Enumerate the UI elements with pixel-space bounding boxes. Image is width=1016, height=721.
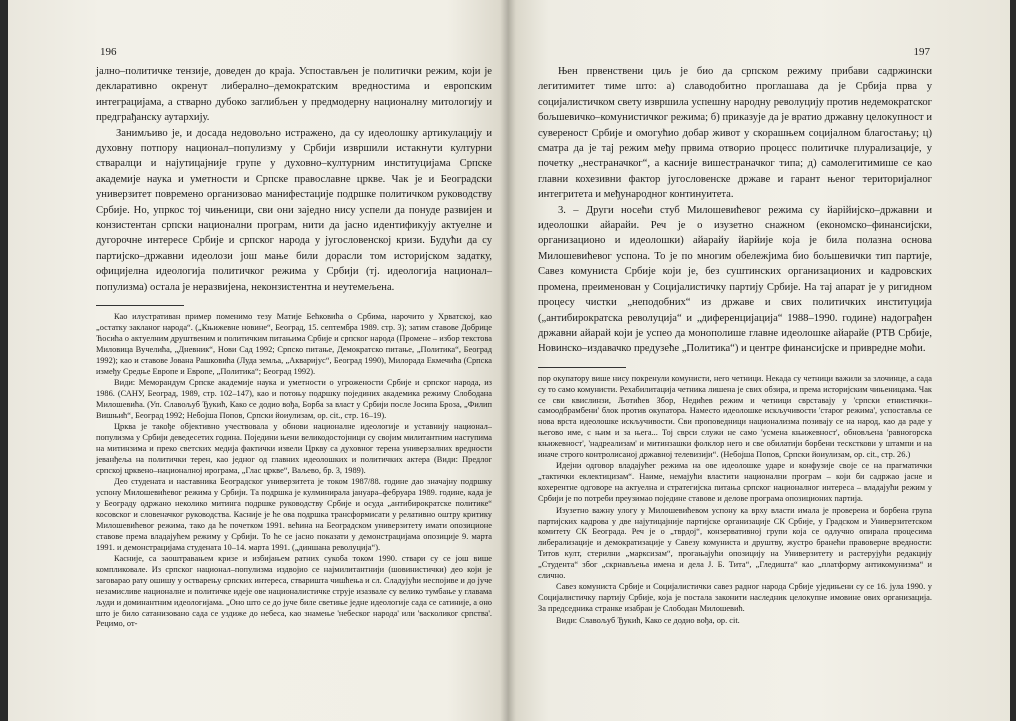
footnote-rule bbox=[96, 305, 184, 306]
footnote: Као илустративан пример поменимо тезу Матије Бећковића о Србима, нарочито у Хрватској, као „остатку заклaног народа“. („Књижевне новине“, Београд, 15. септембра 1989. стр. 3); затим ставове Добрице Ћосића о актуелним друштвеним и политичким питањима Србије и српског народа (Промене – избор текстова Миловица Вучелића, „Дневник“, Нови Сад 1992; Српско питање, Демократско питање, „Политика“, Београд 1992); као и ставове Јована Рашковића (Луда земља, „Акваријус“, Београд 1990), Милорада Екмечића (Српска између Средње Европе и Европе, „Политика“; Београд 1992). bbox=[96, 312, 492, 376]
footnote: Види: Меморандум Српске академије наука и уметности о угрожености Србије и српског народа, из 1986. (САНУ, Београд, 1989, стр. 102–147), као и потоњу подршку појединих академика режиму Слободана Милошевића. (Уп. Славољуб Ђукић, Како се додио вођа, Борба за власт у Србији после Јосипа Броза, „Филип Вишњић“, Београд 1992; Небојша Попов, Српски йоиулизам, op. cit., стр. 16–19). bbox=[96, 378, 492, 420]
footnote: Идејни одговор владајућег режима на ове идеолошке ударе и конфузије своје се на прагматички „тактички еклектицизам“. Наиме, немајући властити национални програм – који би садржао јасне и кохерентне одговоре на актуелна и стратегијска питања српског националног интереса – владајући режим у Србији је по потреби преузимао поједине ставове и делове програма опозиционих партија. bbox=[538, 461, 932, 504]
footnote: Савез комуниста Србије и Социјалистички савез радног народа Србије уједињени су се 16. јула 1990. у Социјалистичку партију Србије, која је постала законити наследник целокупне имовине ових организација. За председника странке изабран је Слободан Милошевић. bbox=[538, 582, 932, 614]
footnote: Види: Славољуб Ђукић, Како се додио вођа, op. cit. bbox=[556, 615, 740, 625]
right-edge bbox=[1010, 0, 1016, 721]
footnote: Изузетно важну улогу у Милошевићевом успону ка врху власти имала је провереиа и борбена група партијских кадрова у две најутицајније партијске организације СК Србије, у Градском и Универзитетском комитету СК Београда. Реч је о „тврдој“, конзервативној групи која се одлучно опирала процесима либерализације и демократизације у Савезу комуниста и друштву, жустро бранећи правоверне вредности: Титов култ, стерилни „марксизам“, прогањајући опозицију на Универзитету и растерујући редакцију „Студента“ због „скрнављења имена и дела Ј. Б. Тита“, „Гледишта“ као „платформу антикомунизма“ и слично. bbox=[538, 505, 932, 581]
footnotes bbox=[96, 312, 492, 630]
paragraph: Занимљиво је, и досада недовољно истражено, да су идеолошку артикулацију и духовну потпору национал–популизму у Србији извршили истакнути културни стваралци и најутицајније групе у духовно–културним институцијама Српске академије наука и уметности и Српске православне цркве. Чак је и Београдски универзитет повремено организовао манифестације подршке политичком руководству Србије. Но, упркос тој чињеници, сви они заједно нису успели да понуде развијен и конзистентан српски национални програм, нити да јасно идентификују актуелне и дугорочне интересе Србије и српског народа у југословенској кризи. Будући да су партијско–државни идеолози још мање били дорасли том историјском задатку, официјелна идеологија политичког режима у Србији (тј. идеологија национал–популизма) остала је неразвијена, неконзистентна и неутемељена. bbox=[96, 127, 492, 293]
page-number: 196 bbox=[100, 46, 117, 58]
footnote: Део студената и наставника Београдског универзитета је током 1987/88. године дао значајну подршку успону Милошевићевог режима у Србији. Та подршка је кулминирала јануара–фебруара 1989. године, када је у Београду одржано неколико митинга подршке руководству Србије и осуда „антибирократске политике“ косовског и словеначког руководства. Касније је ће ова подршка трансформисати у релативно оштру критику Милошевићевог режима, тако да ће почетком 1991. већина на Београдском универзитету имати опозиционе ставове према владајућем режиму у Србији. То ће се јасно показати у демонстрацијама опозиције 9. марта 1991. и демонстрацијама студената 10–14. марта 1991. („диншана револуција“). bbox=[96, 477, 492, 552]
paragraph: јално–политичке тензије, доведен до краја. Успостављен је политички режим, који је декларативно окренут либерално–демократским вредностима и европским интеграцијама, а стварно дубоко заглибљен у предмодерну националну митологију и предграђанску аутархију. bbox=[96, 66, 492, 124]
body-text bbox=[538, 64, 932, 357]
page-number: 197 bbox=[913, 46, 930, 58]
paragraph: Њен првенствени циљ је био да српском режиму прибави садржински легитимитет тиме што: а) славодобитно проглашава да је Србија прва у социјалистичком свету извршила успешну народну револуцију против недемократског бољшевичко–комунистичког режима; б) приказује да је вратио државну целокупност и суверенoст Србије и омогућио добар живот у скорашњем социјалном благостању; ц) сматра да је тај режим међу првима отворио процесс политичке плурализације, у почетку „нестраначког“, а касније вишестраначког типа; д) самолегитимише се као главни кохезивни фактор југословенске државе и гарант њеног територијалног интегритета и међународног континуитета. bbox=[538, 66, 932, 201]
footnotes bbox=[538, 374, 932, 627]
footnote: Касније, са заоштравањем кризе и избијањем ратних сукоба током 1990. ствари су се још више компликовале. Из српског национал–популизма издвојио се најмилитантнији (шовинистички) део који је заговарао рату ошишу у остварењу српских интереса, стваришта чишћења и сл. Сладујући неспојиве и до јуче незамисливе националне и политичке идеје ове националистичке струје изазвале су велико тумбање у главама људи и доминантним идеологијама. „Оно што се до јуче биле светиње једне идеологије сада се сатиније, а оно што је било сатанизовано сада се уздиже до небеса, као знамење 'небеског народа' или 'васколиког српства'. Рецимо, от- bbox=[96, 554, 492, 629]
footnote: Црква је такође објективно учествовала у обнови националне идеологије и уставнију национал–популизма у Србији деведесетих година. Поједини њени великодостојници су својим милитантним наступима на митинзима и преко светских медија фактички извели Цркву са духовног терена универзалних вредности јеванђеља на политички терен, као једног од главних идеолошких и политичких актера (Види: Предлог српској црквено–националној ирограма, „Глас цркве“, Ваљево, бр. 3, 1989). bbox=[96, 422, 492, 475]
footnote: пор окупатору више нису покренули комунисти, него четници. Некада су четници важили за злочинце, а сада су то само комунисти. Рехабилитација четника лишена је свих обзира, и према историјским чињеницама. Чак се сви квислинзи, Љотићев Збор, Недићев режим и четници сврставају у 'српски етнистички–самоодбрамбени' блок против окупатора. Наместо идеолошке искључивости 'старог режима', успоставља се нова врста идеолошке искључивости. Сви проповедници национализма позивају се на народ, као да раде у његово име, с њим и за њега... Тој сврси служи не само 'усмена књижевност', обновљена 'равногорска књижевност', 'надреализам' и митинзашки фолклор него и све обилатији борбени тесксткови у штампи и на иначе строго контролисаној државној телевизији“. (Небојша Попов, Српски йоиулизам, op. cit., стр. 26.) bbox=[538, 373, 932, 460]
footnote-rule bbox=[538, 367, 626, 368]
book-spine-shadow bbox=[500, 0, 516, 721]
left-edge bbox=[0, 0, 8, 721]
right-page bbox=[508, 0, 1016, 721]
paragraph: 3. – Други носећи стуб Милошевићевог режима су йарійијско–државни и идеолошки айарайи. Реч је о изузетно снажном (економско–финансијски, организационо и идеолошки) айарайу йарйије која је била полазна основа Милошевићевог успона. То је по многим обележјима био бољшевички тип партије, Савез комуниста Србије који је, без суштинских организационих и кадровских промена, преименован у Социјалистичку партију Србије. На тај апарат је у ригидном процесу чистки „неподобних“ из државе и свих политичких институција („антибирократска револуција“ и „диференцијација“ 1988–1990. године) надограђен државни айарай који је успео да монополише главне идеолошке айарайе (РТВ Србије, Новинско–издавачко предузеће „Политика“) и центре финансијске и привредне моћи. bbox=[538, 204, 932, 355]
body-text bbox=[96, 64, 492, 295]
